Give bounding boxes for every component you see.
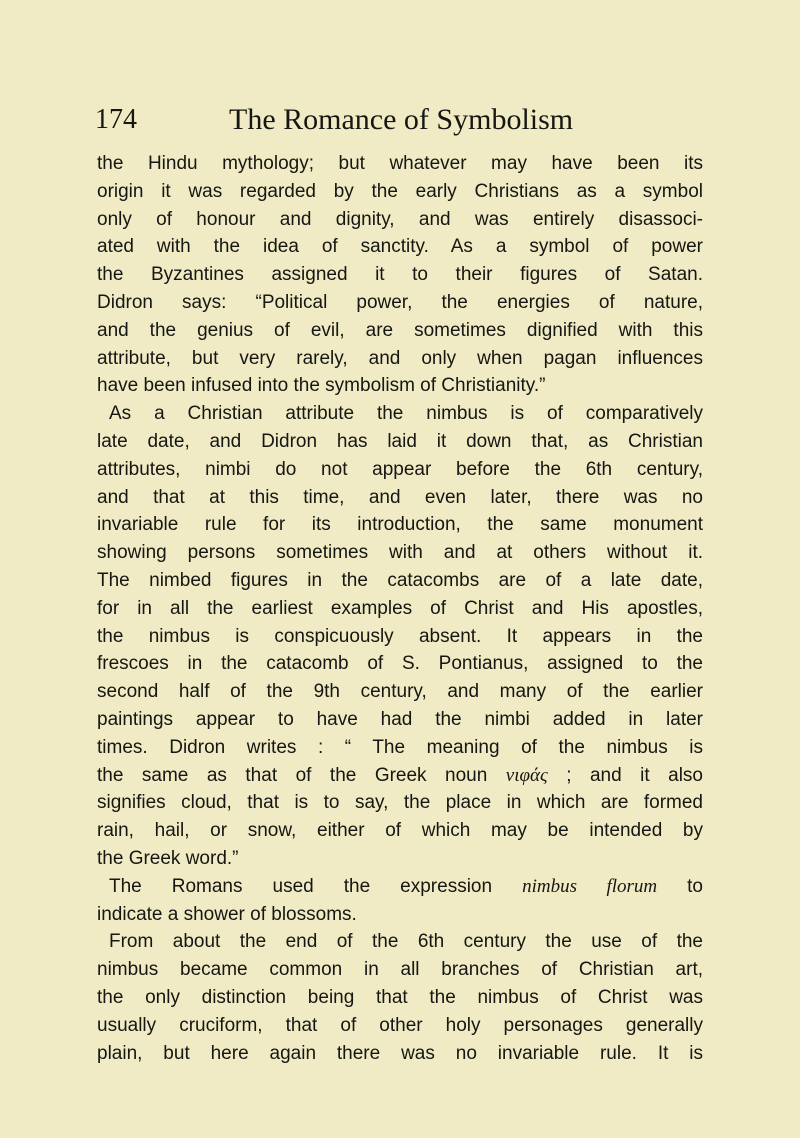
greek-word: νιφάς	[505, 764, 548, 786]
page-number: 174	[95, 104, 137, 135]
page-header	[95, 100, 705, 140]
text-line: the Greek word.”	[97, 847, 239, 869]
text-segment: to	[657, 875, 703, 897]
text-line: showing persons sometimes with and at others without it.	[97, 542, 703, 564]
text-line: usually cruciform, that of other holy personages generally	[97, 1014, 703, 1036]
text-line: nimbus became common in all branches of Christian art,	[97, 959, 703, 981]
text-line: only of honour and dignity, and was entirely disassoci-	[97, 208, 703, 230]
text-line: plain, but here again there was no invariable rule. It is	[97, 1042, 703, 1064]
running-title: The Romance of Symbolism	[229, 103, 574, 136]
text-line: times. Didron writes : “ The meaning of the nimbus is	[97, 736, 703, 758]
text-line: have been infused into the symbolism of Christianity.”	[97, 375, 546, 397]
text-segment: The Romans used the expression	[109, 875, 523, 897]
text-line: ated with the idea of sanctity. As a symbol of power	[97, 236, 703, 258]
text-line: the Hindu mythology; but whatever may have been its	[97, 153, 703, 174]
text-line: indicate a shower of blossoms.	[97, 903, 357, 925]
text-line-romans	[97, 873, 703, 901]
text-line: the only distinction being that the nimbus of Christ was	[97, 986, 703, 1008]
text-line: paintings appear to have had the nimbi added in later	[97, 708, 703, 730]
text-line: signifies cloud, that is to say, the place in which are formed	[97, 792, 703, 814]
text-line: and the genius of evil, are sometimes dignified with this	[97, 319, 703, 341]
text-line: invariable rule for its introduction, the same monument	[97, 514, 703, 536]
text-line: From about the end of the 6th century the use of the	[109, 931, 703, 953]
text-line: Didron says: “Political power, the energies of nature,	[97, 291, 703, 313]
text-line: the Byzantines assigned it to their figures of Satan.	[97, 264, 703, 286]
text-line: The nimbed figures in the catacombs are of a late date,	[97, 569, 703, 591]
text-line: late date, and Didron has laid it down that, as Christian	[97, 430, 703, 452]
text-segment: the same as that of the Greek noun	[97, 764, 506, 786]
text-line: attribute, but very rarely, and only when pagan influences	[97, 347, 703, 369]
text-line-greek	[97, 762, 703, 790]
text-line: As a Christian attribute the nimbus is of comparatively	[109, 403, 703, 425]
text-line: for in all the earliest examples of Christ and His apostles,	[97, 597, 703, 619]
body-text	[97, 150, 703, 1067]
text-line: frescoes in the catacomb of S. Pontianus, assigned to the	[97, 653, 703, 675]
text-line: and that at this time, and even later, there was no	[97, 486, 703, 508]
text-line: attributes, nimbi do not appear before the 6th century,	[97, 458, 703, 480]
text-line: rain, hail, or snow, either of which may be intended by	[97, 820, 703, 842]
text-line: second half of the 9th century, and many of the earlier	[97, 681, 703, 703]
text-segment: ; and it also	[547, 764, 703, 786]
text-line: origin it was regarded by the early Christians as a symbol	[97, 180, 703, 202]
text-line: the nimbus is conspicuously absent. It appears in the	[97, 625, 703, 647]
latin-phrase: nimbus florum	[522, 875, 658, 897]
